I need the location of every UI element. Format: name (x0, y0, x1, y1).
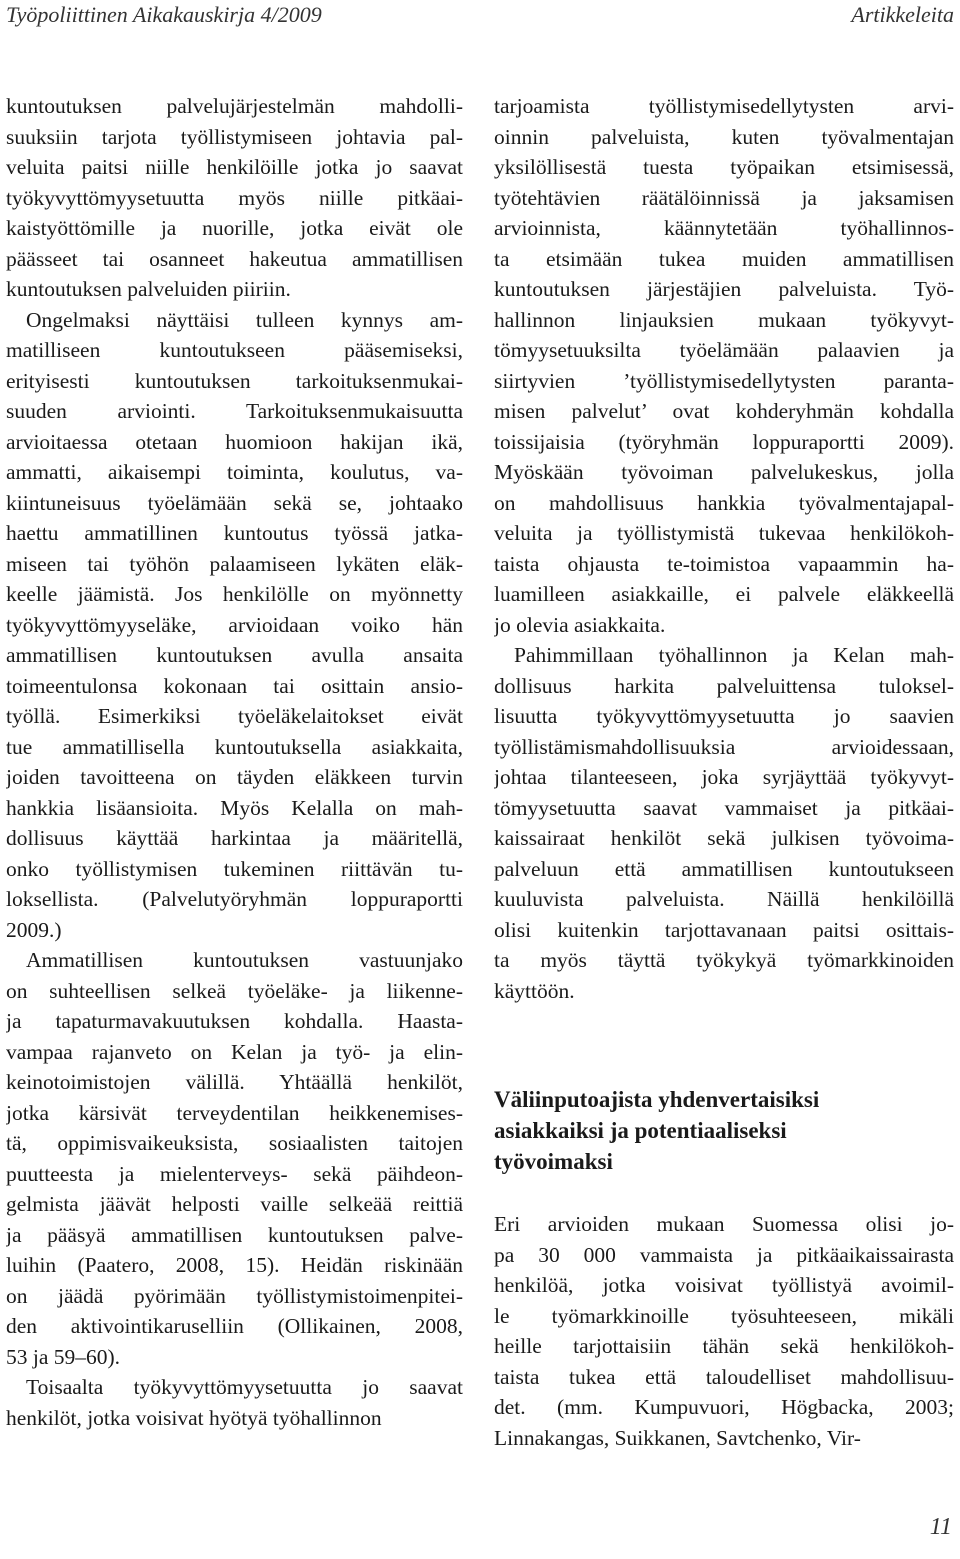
text-line: tömyysetuutta saavat vammaiset ja pitkäai- (494, 795, 954, 820)
text-line: kuntoutuksen palveluiden piiriin. (6, 277, 291, 301)
text-line: kaissairaat henkilöt sekä julkisen työvoima- (494, 826, 954, 850)
section-heading (494, 1084, 954, 1177)
text-line: tue ammatillisella kuntoutuksella asiakkaita, (6, 734, 463, 759)
text-line: 2009.) (6, 917, 62, 942)
heading-line: työvoimaksi (494, 1149, 613, 1174)
text-line: heille tarjottaisiin tähän sekä henkilökoh- (494, 1334, 954, 1358)
text-line: Toisaalta työkyvyttömyysetuutta jo saavat (26, 1375, 463, 1399)
text-line: luihin (Paatero, 2008, 15). Heidän riskinään (6, 1253, 463, 1277)
text-line: oinnin palveluista, kuten työvalmentajan (494, 124, 954, 149)
right-column-continued (494, 1209, 954, 1453)
text-line: Pahimmillaan työhallinnon ja Kelan mah- (514, 643, 954, 667)
text-line: tarjoamista työllistymisedellytysten arvi- (494, 94, 954, 118)
text-line: kaistyöttömille ja nuorille, jotka eivät ole (6, 216, 463, 240)
text-line: matilliseen kuntoutukseen pääsemiseksi, (6, 338, 463, 362)
text-line: puutteesta ja mielenterveys- sekä päihdeon- (6, 1161, 463, 1186)
heading-line: asiakkaiksi ja potentiaaliseksi (494, 1118, 787, 1143)
text-line: le työmarkkinoille työsuhteeseen, mikäli (494, 1303, 954, 1328)
text-line: onko työllistymisen tukeminen riittävän tu- (6, 856, 463, 881)
text-line: luamilleen asiakkaille, ei palvele eläkkeellä (494, 582, 954, 606)
text-line: det. (mm. Kumpuvuori, Högbacka, 2003; (494, 1395, 954, 1419)
text-line: haettu ammatillinen kuntoutus työssä jatka- (6, 521, 463, 545)
text-line: on jäädä pyörimään työllistymistoimenpitei- (6, 1283, 463, 1308)
text-line: kiintuneisuus työelämään sekä se, johtaako (6, 490, 463, 515)
text-line: veluita paitsi niille henkilöille jotka jo saavat (6, 155, 463, 179)
text-line: keelle jäämistä. Jos henkilölle on myönnetty (6, 582, 463, 606)
text-line: kuntoutuksen järjestäjien palveluista. Työ- (494, 277, 954, 301)
text-line: ta etsimään tukea muiden ammatillisen (494, 246, 954, 271)
text-line: käyttöön. (494, 978, 575, 1003)
text-line: tä, oppimisvaikeuksista, sosiaalisten taitojen (6, 1131, 463, 1155)
text-line: toimeentulonsa kokonaan tai osittain ansio- (6, 673, 463, 698)
text-line: jo olevia asiakkaita. (494, 612, 666, 637)
text-line: arvioitaessa otetaan huomioon hakijan ikä, (6, 429, 463, 454)
heading-line: Väliinputoajista yhdenvertaisiksi (494, 1087, 820, 1112)
text-line: keinotoimistojen välillä. Yhtäällä henkilöt, (6, 1070, 463, 1094)
text-line: vampaa rajanveto on Kelan ja työ- ja elin- (6, 1039, 463, 1064)
text-line: Eri arvioiden mukaan Suomessa olisi jo- (494, 1212, 954, 1236)
text-line: suuksiin tarjota työllistymiseen johtavia pal- (6, 124, 463, 149)
text-line: kuuluvista palveluista. Näillä henkilöillä (494, 887, 954, 911)
text-line: työllistämismahdollisuuksia arvioidessaan, (494, 734, 954, 759)
journal-title: Työpoliittinen Aikakauskirja 4/2009 (6, 2, 322, 27)
text-line: miseen tai työhön palaamiseen lykäten eläk- (6, 551, 463, 576)
page-number: 11 (929, 1514, 952, 1540)
text-line: dollisuus käyttää harkintaa ja määritellä, (6, 826, 463, 850)
text-line: tömyysetuuksilta työelämään palaavien ja (494, 338, 954, 362)
text-line: Myöskään työvoiman palvelukeskus, jolla (494, 460, 954, 484)
right-column (494, 91, 954, 1006)
text-line: olisi kuitenkin tarjottavanaan paitsi osittais- (494, 917, 954, 942)
text-line: suuden arviointi. Tarkoituksenmukaisuutta (6, 399, 463, 423)
text-line: ja tapaturmavakuutuksen kohdalla. Haasta- (6, 1009, 463, 1033)
text-line: hallinnon linjauksien mukaan työkyvyt- (494, 307, 954, 332)
text-line: työllä. Esimerkiksi työeläkelaitokset eivät (6, 704, 463, 728)
text-line: työkyvyttömyyseläke, arvioidaan voiko hän (6, 612, 463, 637)
text-line: taista tukea että taloudelliset mahdollisuu- (494, 1364, 954, 1389)
text-line: veluita ja työllistymistä tukevaa henkilökoh- (494, 521, 954, 545)
text-line: gelmista jäävät helposti vaille selkeää reittiä (6, 1192, 463, 1216)
text-line: hankkia lisäansioita. Myös Kelalla on mah- (6, 795, 463, 820)
text-line: siirtyvien ’työllistymisedellytysten paranta- (494, 368, 954, 393)
text-line: erityisesti kuntoutuksen tarkoituksenmukai- (6, 368, 463, 393)
text-line: 53 ja 59–60). (6, 1344, 121, 1369)
running-head (0, 0, 960, 40)
text-line: jotka kärsivät terveydentilan heikkenemises- (6, 1100, 463, 1125)
text-line: kuntoutuksen palvelujärjestelmän mahdolli- (6, 94, 463, 118)
text-line: toissijaisia (työryhmän loppuraportti 2009). (494, 429, 954, 454)
text-line: lisuutta työkyvyttömyysetuutta jo saavien (494, 704, 954, 728)
text-line: on suhteellisen selkeä työeläke- ja liikenne- (6, 978, 463, 1003)
text-line: päässeet tai osanneet hakeutua ammatillisen (6, 246, 463, 271)
text-line: den aktivointikaruselliin (Ollikainen, 2008, (6, 1314, 463, 1338)
text-line: Ammatillisen kuntoutuksen vastuunjako (26, 948, 463, 972)
text-line: on mahdollisuus hankkia työvalmentajapal- (494, 490, 954, 515)
text-line: ta myös täyttä työkykyä työmarkkinoiden (494, 948, 954, 972)
text-line: loksellista. (Palvelutyöryhmän loppuraportti (6, 887, 463, 911)
text-line: misen palvelut’ ovat kohderyhmän kohdalla (494, 399, 954, 423)
text-line: dollisuus harkita palveluittensa tuloksel- (494, 673, 954, 698)
text-line: ja pääsyä ammatillisen kuntoutuksen palve- (6, 1222, 463, 1247)
text-line: joiden tavoitteena on täyden eläkkeen turvin (6, 765, 463, 789)
text-line: taista ohjausta te-toimistoa vapaammin ha- (494, 551, 954, 576)
section-label: Artikkeleita (851, 2, 954, 27)
text-line: pa 30 000 vammaista ja pitkäaikaissairasta (494, 1242, 954, 1267)
text-line: johtaa tilanteeseen, joka syrjäyttää työkyvyt- (494, 765, 954, 789)
text-line: työkyvyttömyysetuutta myös niille pitkäai- (6, 185, 463, 210)
text-line: arvioinnista, käännytetään työhallinnos- (494, 216, 954, 240)
text-line: henkilöt, jotka voisivat hyötyä työhallinnon (6, 1405, 382, 1430)
text-line: palveluun että ammatillisen kuntoutukseen (494, 856, 954, 881)
text-line: työtehtävien räätälöinnissä ja jaksamisen (494, 185, 954, 210)
text-line: ammatti, aikaisempi toiminta, koulutus, va- (6, 460, 463, 484)
text-line: henkilöä, jotka voisivat työllistyä avoimil- (494, 1273, 954, 1297)
text-line: Linnakangas, Suikkanen, Savtchenko, Vir- (494, 1425, 861, 1450)
left-column (6, 91, 463, 1433)
text-line: ammatillisen kuntoutuksen avulla ansaita (6, 643, 463, 667)
text-line: yksilöllisestä tuesta työpaikan etsimisessä, (494, 155, 954, 179)
text-line: Ongelmaksi näyttäisi tulleen kynnys am- (26, 307, 463, 332)
